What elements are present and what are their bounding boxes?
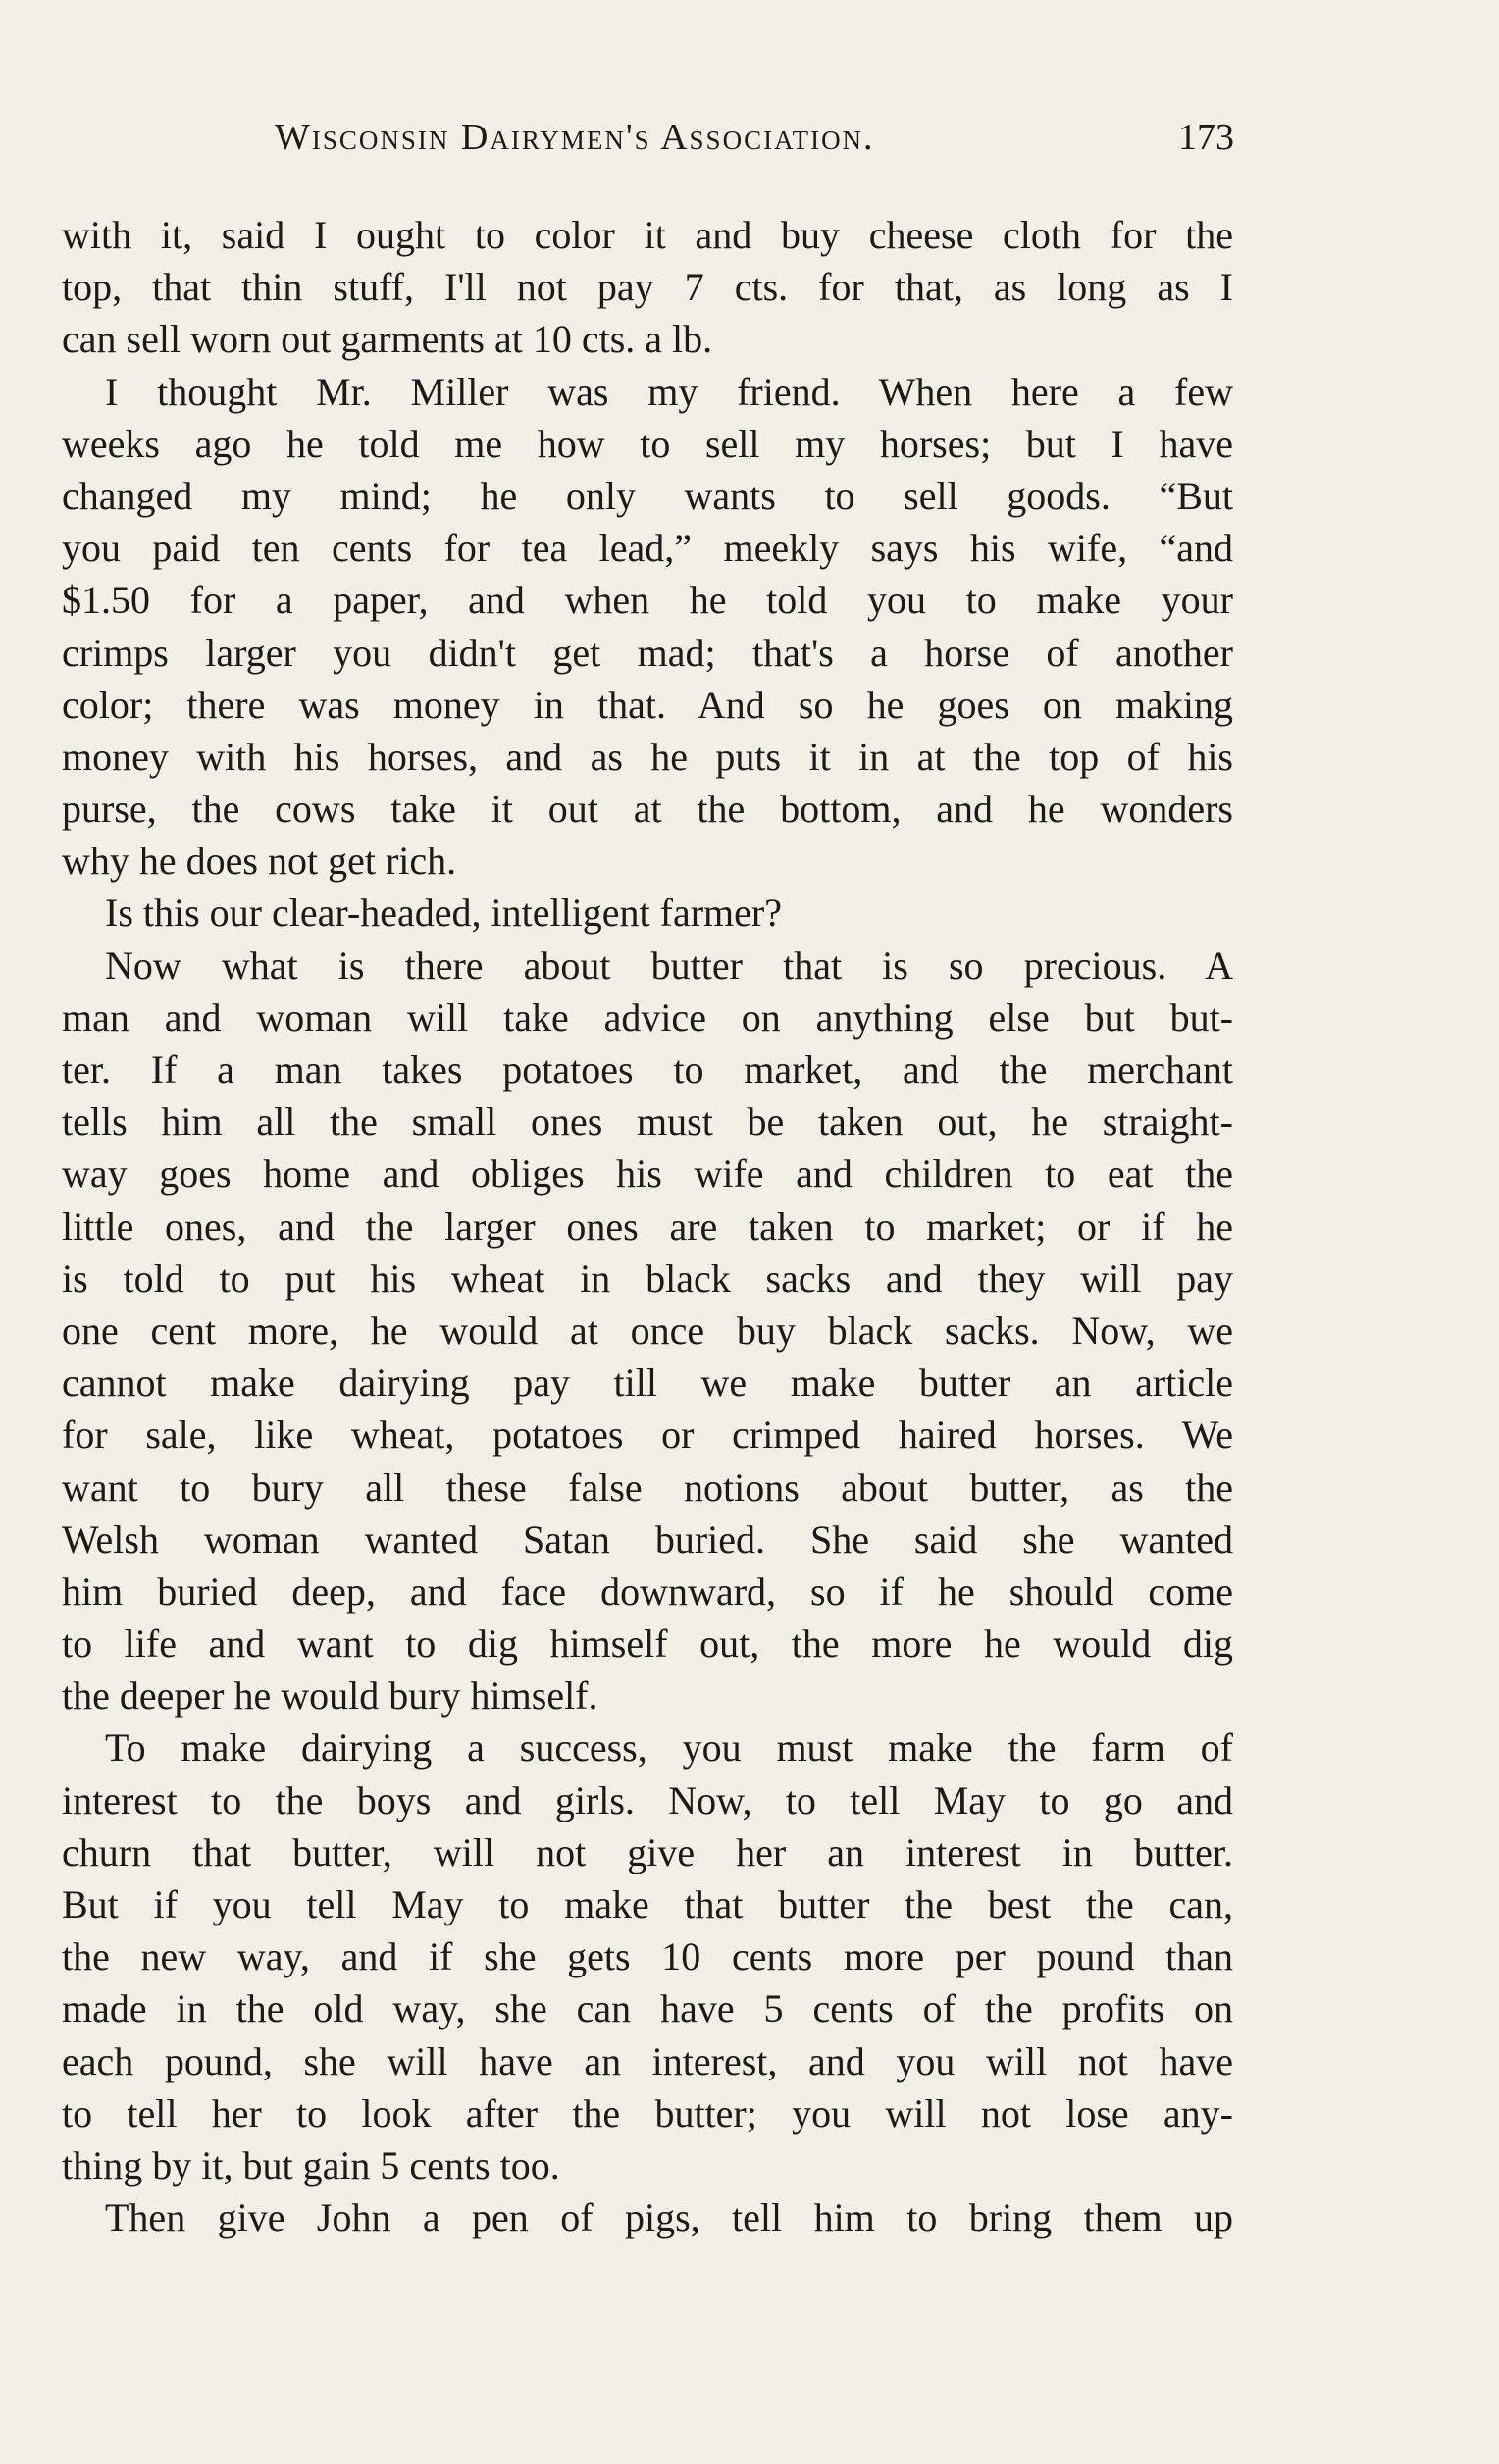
text-line: interest to the boys and girls. Now, to tell May to go and bbox=[62, 1777, 1233, 1822]
text-line: top, that thin stuff, I'll not pay 7 cts. for that, as long as I bbox=[62, 265, 1233, 310]
text-line: him buried deep, and face downward, so if he should come bbox=[62, 1568, 1233, 1614]
text-line: one cent more, he would at once buy black sacks. Now, we bbox=[62, 1308, 1233, 1353]
body-text bbox=[62, 209, 1233, 2243]
running-title: Wisconsin Dairymen's Association. bbox=[275, 117, 875, 158]
text-line: Welsh woman wanted Satan buried. She said she wanted bbox=[62, 1516, 1233, 1562]
text-line: little ones, and the larger ones are taken to market; or if he bbox=[62, 1204, 1233, 1249]
page-number: 173 bbox=[1178, 117, 1234, 158]
text-line: Then give John a pen of pigs, tell him to bring them up bbox=[105, 2195, 1233, 2240]
text-line: color; there was money in that. And so he goes on making bbox=[62, 682, 1233, 727]
text-line: the deeper he would bury himself. bbox=[62, 1673, 598, 1719]
text-line: To make dairying a success, you must make the farm of bbox=[105, 1725, 1233, 1771]
text-line: churn that butter, will not give her an interest in butter. bbox=[62, 1829, 1233, 1874]
text-line: tells him all the small ones must be taken out, he straight- bbox=[62, 1100, 1233, 1145]
text-line: man and woman will take advice on anything else but but- bbox=[62, 995, 1233, 1040]
text-line: weeks ago he told me how to sell my horses; but I have bbox=[62, 421, 1233, 466]
text-line: crimps larger you didn't get mad; that's a horse of another bbox=[62, 630, 1233, 675]
text-line: can sell worn out garments at 10 cts. a lb. bbox=[62, 317, 713, 362]
text-line: ter. If a man takes potatoes to market, and the merchant bbox=[62, 1048, 1233, 1092]
text-line: cannot make dairying pay till we make butter an article bbox=[62, 1360, 1233, 1406]
text-line: changed my mind; he only wants to sell goods. “But bbox=[62, 473, 1233, 518]
text-line: made in the old way, she can have 5 cents of the profits on bbox=[62, 1986, 1233, 2031]
text-line: Is this our clear-headed, intelligent farmer? bbox=[105, 891, 782, 936]
text-line: thing by it, but gain 5 cents too. bbox=[62, 2142, 560, 2187]
text-line: with it, said I ought to color it and buy cheese cloth for the bbox=[62, 213, 1233, 257]
text-line: Now what is there about butter that is so precious. A bbox=[105, 943, 1233, 988]
text-line: the new way, and if she gets 10 cents more per pound than bbox=[62, 1934, 1233, 1979]
page-header bbox=[275, 116, 1234, 175]
text-line: to life and want to dig himself out, the more he would dig bbox=[62, 1621, 1233, 1667]
text-line: I thought Mr. Miller was my friend. When here a few bbox=[105, 369, 1233, 414]
text-line: you paid ten cents for tea lead,” meekly says his wife, “and bbox=[62, 526, 1233, 571]
text-line: purse, the cows take it out at the bottom, and he wonders bbox=[62, 787, 1233, 832]
text-line: each pound, she will have an interest, and you will not have bbox=[62, 2038, 1233, 2083]
text-line: to tell her to look after the butter; you will not lose any- bbox=[62, 2090, 1233, 2135]
text-line: way goes home and obliges his wife and children to eat the bbox=[62, 1152, 1233, 1197]
text-line: want to bury all these false notions about butter, as the bbox=[62, 1464, 1233, 1510]
text-line: for sale, like wheat, potatoes or crimped haired horses. We bbox=[62, 1412, 1233, 1458]
text-line: why he does not get rich. bbox=[62, 839, 457, 884]
text-line: $1.50 for a paper, and when he told you to make your bbox=[62, 578, 1233, 623]
text-line: But if you tell May to make that butter the best the can, bbox=[62, 1882, 1233, 1926]
text-line: is told to put his wheat in black sacks and they will pay bbox=[62, 1256, 1233, 1301]
text-line: money with his horses, and as he puts it in at the top of his bbox=[62, 734, 1233, 779]
